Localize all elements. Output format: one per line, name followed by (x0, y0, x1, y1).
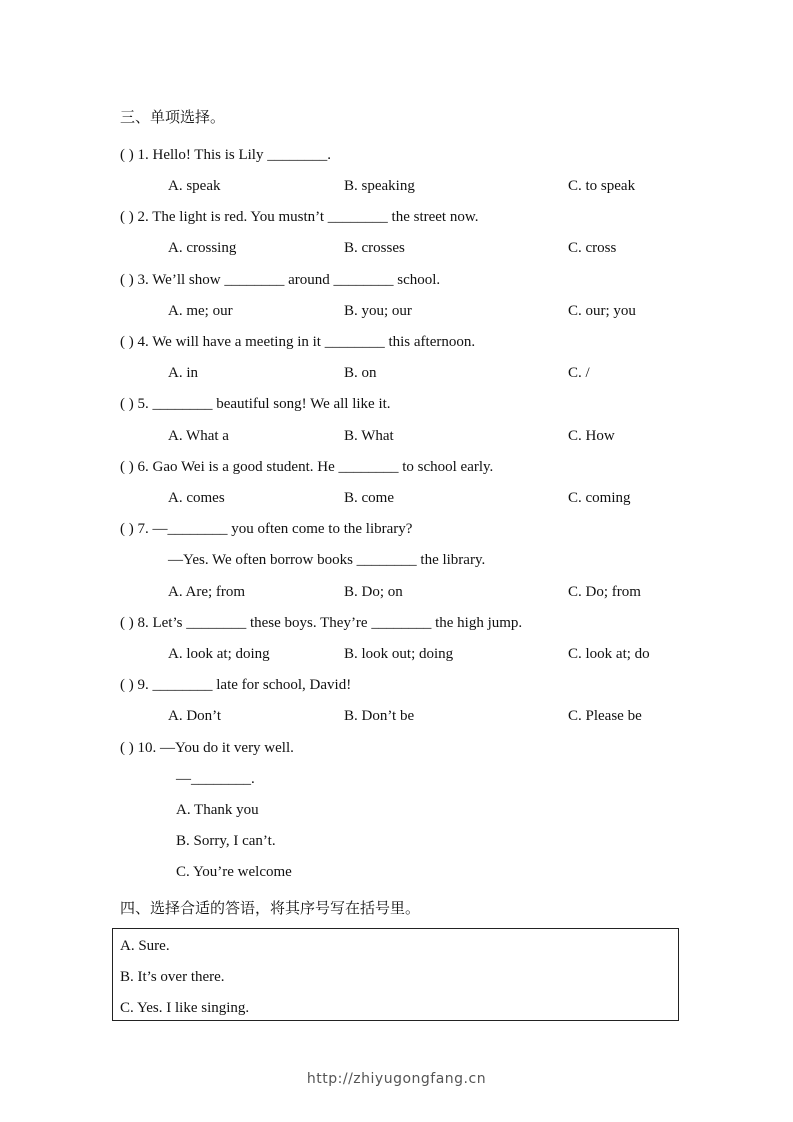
question-1-option-a: A. speak (168, 178, 221, 194)
question-6-option-b: B. come (344, 490, 394, 506)
question-6-option-a: A. comes (168, 490, 225, 506)
question-3-option-b: B. you; our (344, 303, 412, 319)
question-9-stem: ( ) 9. ________ late for school, David! (120, 677, 352, 693)
answer-option-b: B. It’s over there. (120, 969, 225, 985)
question-6-option-c: C. coming (568, 490, 631, 506)
question-3-stem: ( ) 3. We’ll show ________ around ________ school. (120, 272, 441, 288)
question-8-stem: ( ) 8. Let’s ________ these boys. They’re ________ the high jump. (120, 615, 523, 631)
question-2-option-a: A. crossing (168, 240, 237, 256)
answer-option-a: A. Sure. (120, 938, 170, 954)
question-2-option-c: C. cross (568, 240, 617, 256)
question-10-stem: ( ) 10. —You do it very well. (120, 740, 294, 756)
question-7-option-a: A. Are; from (168, 584, 246, 600)
question-4-option-a: A. in (168, 365, 198, 381)
question-2-option-b: B. crosses (344, 240, 405, 256)
question-6-stem: ( ) 6. Gao Wei is a good student. He ________ to school early. (120, 459, 494, 475)
question-7-option-b: B. Do; on (344, 584, 403, 600)
question-10-option-b: B. Sorry, I can’t. (176, 833, 276, 849)
question-10-stem-reply: —________. (176, 771, 255, 787)
question-1-option-c: C. to speak (568, 178, 636, 194)
answer-option-c: C. Yes. I like singing. (120, 1000, 250, 1016)
answer-options-box (112, 928, 679, 1021)
question-5-option-b: B. What (344, 428, 394, 444)
question-2-stem: ( ) 2. The light is red. You mustn’t ________ the street now. (120, 209, 479, 225)
footer-url: http://zhiyugongfang.cn (306, 1071, 487, 1087)
question-3-option-a: A. me; our (168, 303, 233, 319)
question-8-option-a: A. look at; doing (168, 646, 270, 662)
question-9-option-c: C. Please be (568, 708, 642, 724)
section-4-title: 四、选择合适的答语，将其序号写在括号里。 (120, 899, 421, 917)
question-4-stem: ( ) 4. We will have a meeting in it ________ this afternoon. (120, 334, 476, 350)
question-7-stem: ( ) 7. —________ you often come to the library? (120, 521, 413, 537)
question-9-option-a: A. Don’t (168, 708, 222, 724)
question-8-option-c: C. look at; do (568, 646, 650, 662)
question-8-option-b: B. look out; doing (344, 646, 454, 662)
section-3-title: 三、单项选择。 (120, 108, 226, 126)
question-7-stem-reply: —Yes. We often borrow books ________ the library. (168, 552, 486, 568)
question-4-option-b: B. on (344, 365, 377, 381)
question-9-option-b: B. Don’t be (344, 708, 415, 724)
question-10-option-c: C. You’re welcome (176, 864, 292, 880)
question-1-option-b: B. speaking (344, 178, 415, 194)
question-3-option-c: C. our; you (568, 303, 636, 319)
question-5-option-a: A. What a (168, 428, 229, 444)
question-5-option-c: C. How (568, 428, 615, 444)
question-5-stem: ( ) 5. ________ beautiful song! We all like it. (120, 396, 391, 412)
question-10-option-a: A. Thank you (176, 802, 259, 818)
question-4-option-c: C. / (568, 365, 590, 381)
question-7-option-c: C. Do; from (568, 584, 641, 600)
question-1-stem: ( ) 1. Hello! This is Lily ________. (120, 147, 331, 163)
